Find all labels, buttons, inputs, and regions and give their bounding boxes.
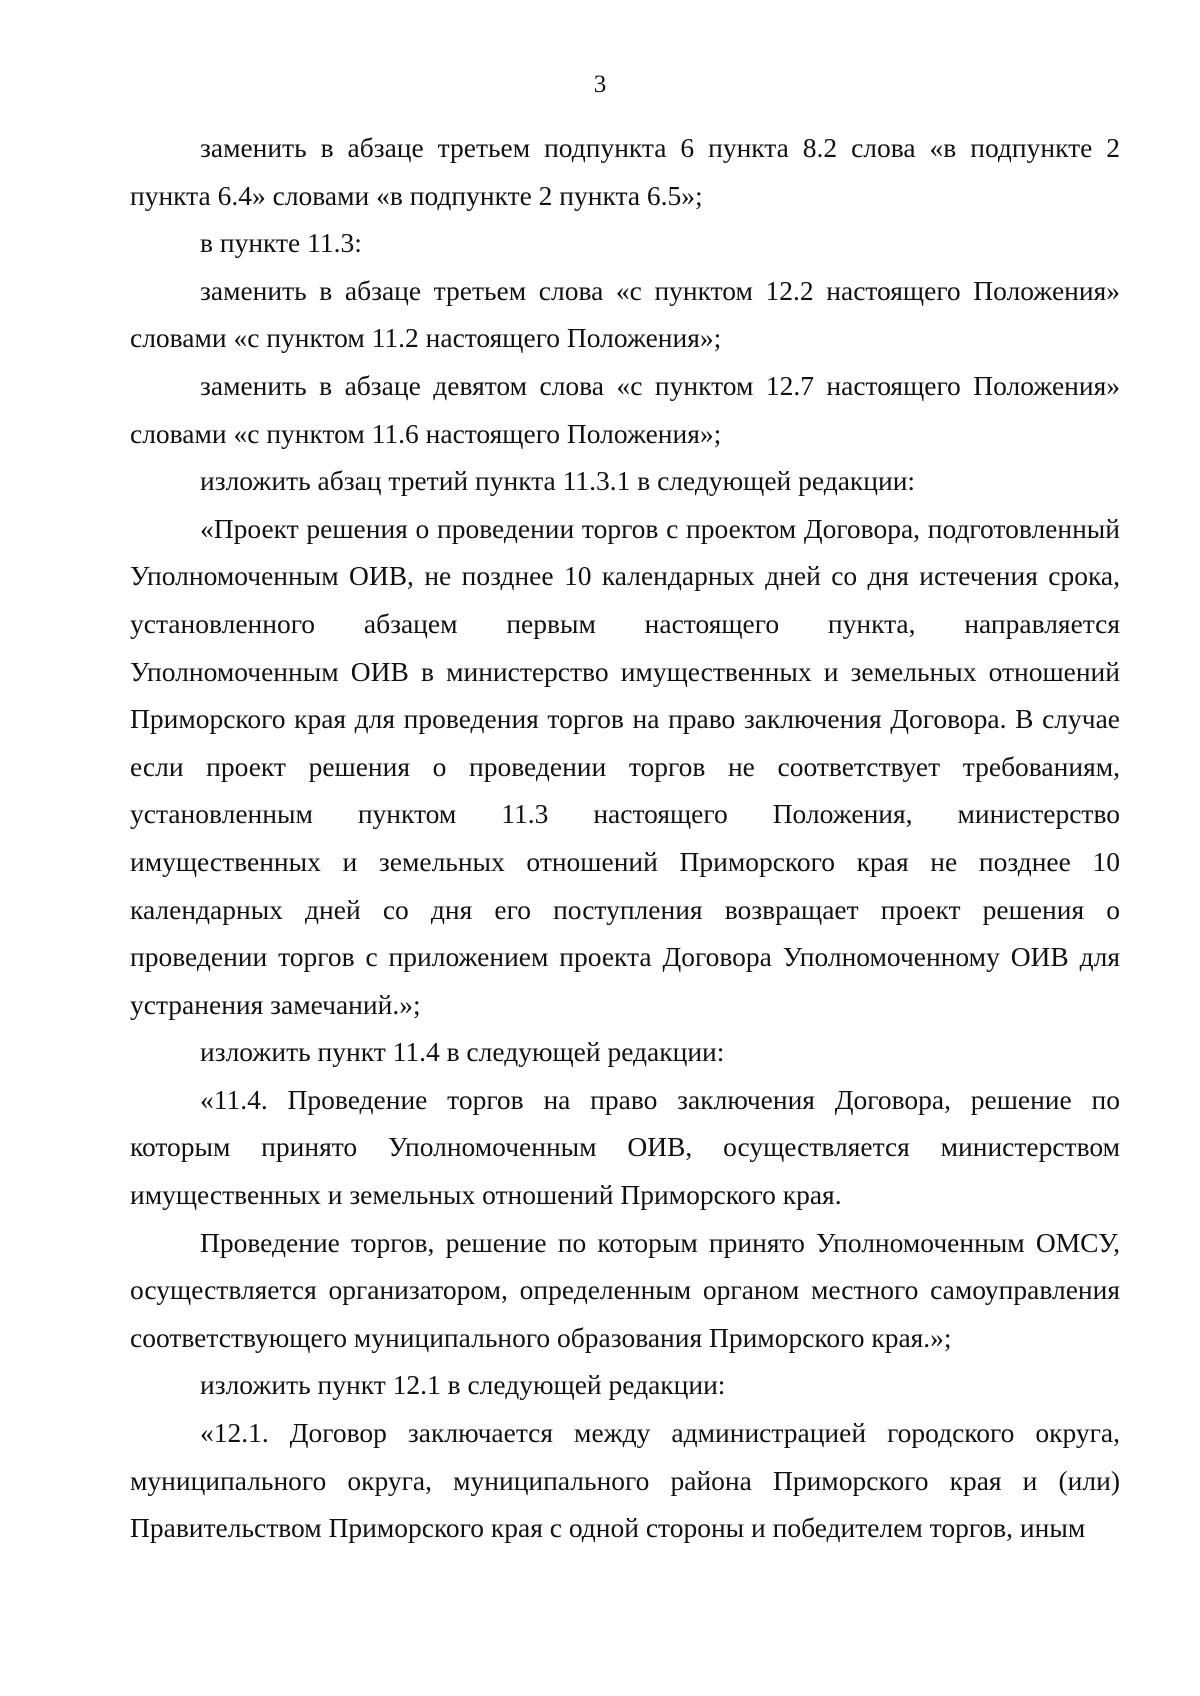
paragraph-quote-12-1: «12.1. Договор заключается между администрацией городского округа, муниципального округа, муниципального района Приморского края и (или) Правительством Приморского края с одной стороны и победителем торгов, иным <box>130 1417 1120 1544</box>
paragraph-torgi-omsu: Проведение торгов, решение по которым принято Уполномоченным ОМСУ, осуществляется организатором, определенным органом местного самоуправления соответствующего муниципального образования Приморского края.»; <box>130 1226 1120 1353</box>
paragraph-restate-11-3-1: изложить абзац третий пункта 11.3.1 в следующей редакции: <box>200 465 916 497</box>
document-body <box>130 124 1120 1552</box>
paragraph-replace-8-2: заменить в абзаце третьем подпункта 6 пункта 8.2 слова «в подпункте 2 пункта 6.4» словами «в подпункте 2 пункта 6.5»; <box>130 132 1120 211</box>
paragraph-replace-third-abzac: заменить в абзаце третьем слова «с пунктом 12.2 настоящего Положения» словами «с пунктом 11.2 настоящего Положения»; <box>130 274 1120 354</box>
paragraph-restate-11-4: изложить пункт 11.4 в следующей редакции: <box>200 1036 725 1068</box>
paragraph-quote-11-4: «11.4. Проведение торгов на право заключения Договора, решение по которым принято Уполномоченным ОИВ, осуществляется министерством имущественных и земельных отношений Приморского края. <box>130 1083 1120 1211</box>
paragraph-restate-12-1: изложить пункт 12.1 в следующей редакции: <box>200 1369 726 1401</box>
paragraph-quote-project-decision: «Проект решения о проведении торгов с проектом Договора, подготовленный Уполномоченным ОИВ, не позднее 10 календарных дней со дня истечения срока, установленного абзацем первым настоящего пункта, направляется Уполномоченным ОИВ в министерство имущественных и земельных отношений Приморского края для проведения торгов на право заключения Договора. В случае если проект решения о проведении торгов не соответствует требованиям, установленным пунктом 11.3 настоящего Положения, министерство имущественных и земельных отношений Приморского края не позднее 10 календарных дней со дня его поступления возвращает проект решения о проведении торгов с приложением проекта Договора Уполномоченному ОИВ для устранения замечаний.»; <box>130 512 1120 1020</box>
paragraph-point-11-3-heading: в пункте 11.3: <box>200 227 362 259</box>
page-number: 3 <box>593 71 607 98</box>
paragraph-replace-ninth-abzac: заменить в абзаце девятом слова «с пунктом 12.7 настоящего Положения» словами «с пунктом 11.6 настоящего Положения»; <box>130 369 1120 449</box>
